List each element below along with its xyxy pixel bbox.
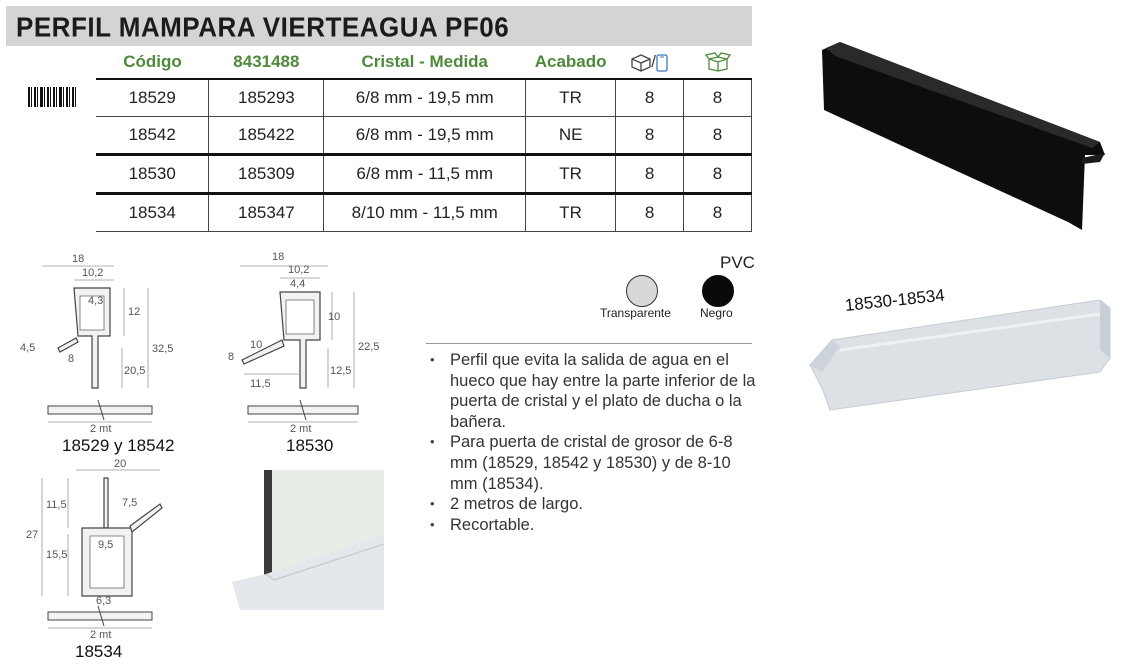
dim-label: 20,5	[124, 365, 146, 377]
dim-label: 18	[272, 251, 285, 263]
phone-icon	[656, 54, 668, 72]
cell-unit-pack: 8	[616, 155, 684, 194]
dim-label: 18	[72, 253, 85, 265]
cell-ean: 185293	[209, 79, 324, 117]
cell-code: 18529	[96, 79, 209, 117]
diagram-caption: 18534	[75, 642, 123, 661]
cell-ean: 185347	[209, 194, 324, 232]
open-box-icon	[705, 52, 731, 72]
cell-finish: NE	[526, 117, 616, 155]
cell-unit-pack: 8	[616, 79, 684, 117]
dim-label: 2 mt	[290, 423, 312, 433]
cell-ean: 185309	[209, 155, 324, 194]
list-item: • Recortable.	[428, 515, 758, 536]
dim-label: 15,5	[46, 549, 68, 561]
swatch-label-transparent: Transparente	[600, 306, 671, 320]
cell-finish: TR	[526, 79, 616, 117]
dim-label: 2 mt	[90, 629, 112, 641]
page-title: PERFIL MAMPARA VIERTEAGUA PF06	[16, 11, 510, 43]
description-list	[428, 350, 758, 535]
header-cristal-medida: Cristal - Medida	[361, 52, 489, 71]
header-unit-pack	[616, 46, 684, 79]
diagram-18530	[220, 248, 400, 433]
cell-code: 18534	[96, 194, 209, 232]
cell-size: 8/10 mm - 11,5 mm	[324, 194, 526, 232]
dim-label: 27	[26, 529, 39, 541]
dim-label: 11,5	[250, 378, 271, 390]
cell-size: 6/8 mm - 19,5 mm	[324, 79, 526, 117]
table-row	[96, 155, 752, 194]
dim-label: 12,5	[330, 365, 352, 377]
title-bar	[6, 6, 752, 46]
dim-label: 2 mt	[90, 423, 112, 433]
cell-code: 18530	[96, 155, 209, 194]
list-item: • Perfil que evita la salida de agua en el hueco que hay entre la parte inferior de la puerta de cristal y el plato de ducha o la bañera.	[428, 350, 758, 432]
diagram-18529-18542	[18, 248, 198, 433]
dim-label: 12	[128, 306, 141, 318]
cell-unit-pack: 8	[616, 117, 684, 155]
product-label: 18530-18534	[843, 285, 946, 315]
diagram-18534	[18, 456, 198, 641]
dim-label: 8	[68, 353, 75, 365]
dim-label: 10,2	[82, 267, 104, 279]
material-label: PVC	[720, 253, 755, 272]
box-icon	[631, 54, 651, 72]
header-slash: /	[651, 52, 656, 71]
table-row	[96, 194, 752, 232]
cell-size: 6/8 mm - 11,5 mm	[324, 155, 526, 194]
description-divider	[426, 343, 752, 344]
spec-table	[96, 46, 752, 232]
cell-size: 6/8 mm - 19,5 mm	[324, 117, 526, 155]
list-item: • Para puerta de cristal de grosor de 6-8 mm (18529, 18542 y 18530) y de 8-10 mm (18534).	[428, 432, 758, 494]
dim-label: 32,5	[152, 343, 174, 355]
barcode-icon	[28, 87, 76, 107]
dim-label: 9,5	[98, 539, 114, 551]
cell-finish: TR	[526, 194, 616, 232]
cell-box-pack: 8	[684, 79, 752, 117]
swatch-black	[702, 275, 734, 307]
header-box-pack	[684, 46, 752, 79]
header-codigo: Código	[123, 52, 182, 71]
list-item: • 2 metros de largo.	[428, 494, 758, 515]
cell-unit-pack: 8	[616, 194, 684, 232]
dim-label: 10,2	[288, 264, 310, 276]
header-acabado: Acabado	[534, 52, 607, 71]
dim-label: 20	[114, 458, 127, 470]
cell-box-pack: 8	[684, 117, 752, 155]
dim-label: 11,5	[46, 499, 67, 511]
table-row	[96, 79, 752, 117]
dim-label: 4,5	[20, 342, 36, 354]
dim-label: 4,4	[290, 278, 306, 290]
cell-code: 18542	[96, 117, 209, 155]
table-header-row	[96, 46, 752, 79]
dim-label: 4,3	[88, 295, 104, 307]
table-row	[96, 117, 752, 155]
cell-finish: TR	[526, 155, 616, 194]
dim-label: 8	[228, 351, 235, 363]
swatch-label-black: Negro	[700, 306, 733, 320]
header-ean: 8431488	[233, 52, 300, 71]
cell-box-pack: 8	[684, 155, 752, 194]
cell-box-pack: 8	[684, 194, 752, 232]
installed-profile-photo	[230, 470, 385, 615]
dim-label: 22,5	[358, 341, 380, 353]
dim-label: 10	[328, 311, 341, 323]
diagram-caption: 18529 y 18542	[62, 436, 175, 455]
diagram-caption: 18530	[286, 436, 334, 455]
swatch-transparent	[626, 275, 658, 307]
black-profile-photo	[800, 30, 1115, 240]
cell-ean: 185422	[209, 117, 324, 155]
dim-label: 7,5	[122, 497, 138, 509]
dim-label: 6,3	[96, 595, 112, 607]
dim-label: 10	[250, 339, 263, 351]
